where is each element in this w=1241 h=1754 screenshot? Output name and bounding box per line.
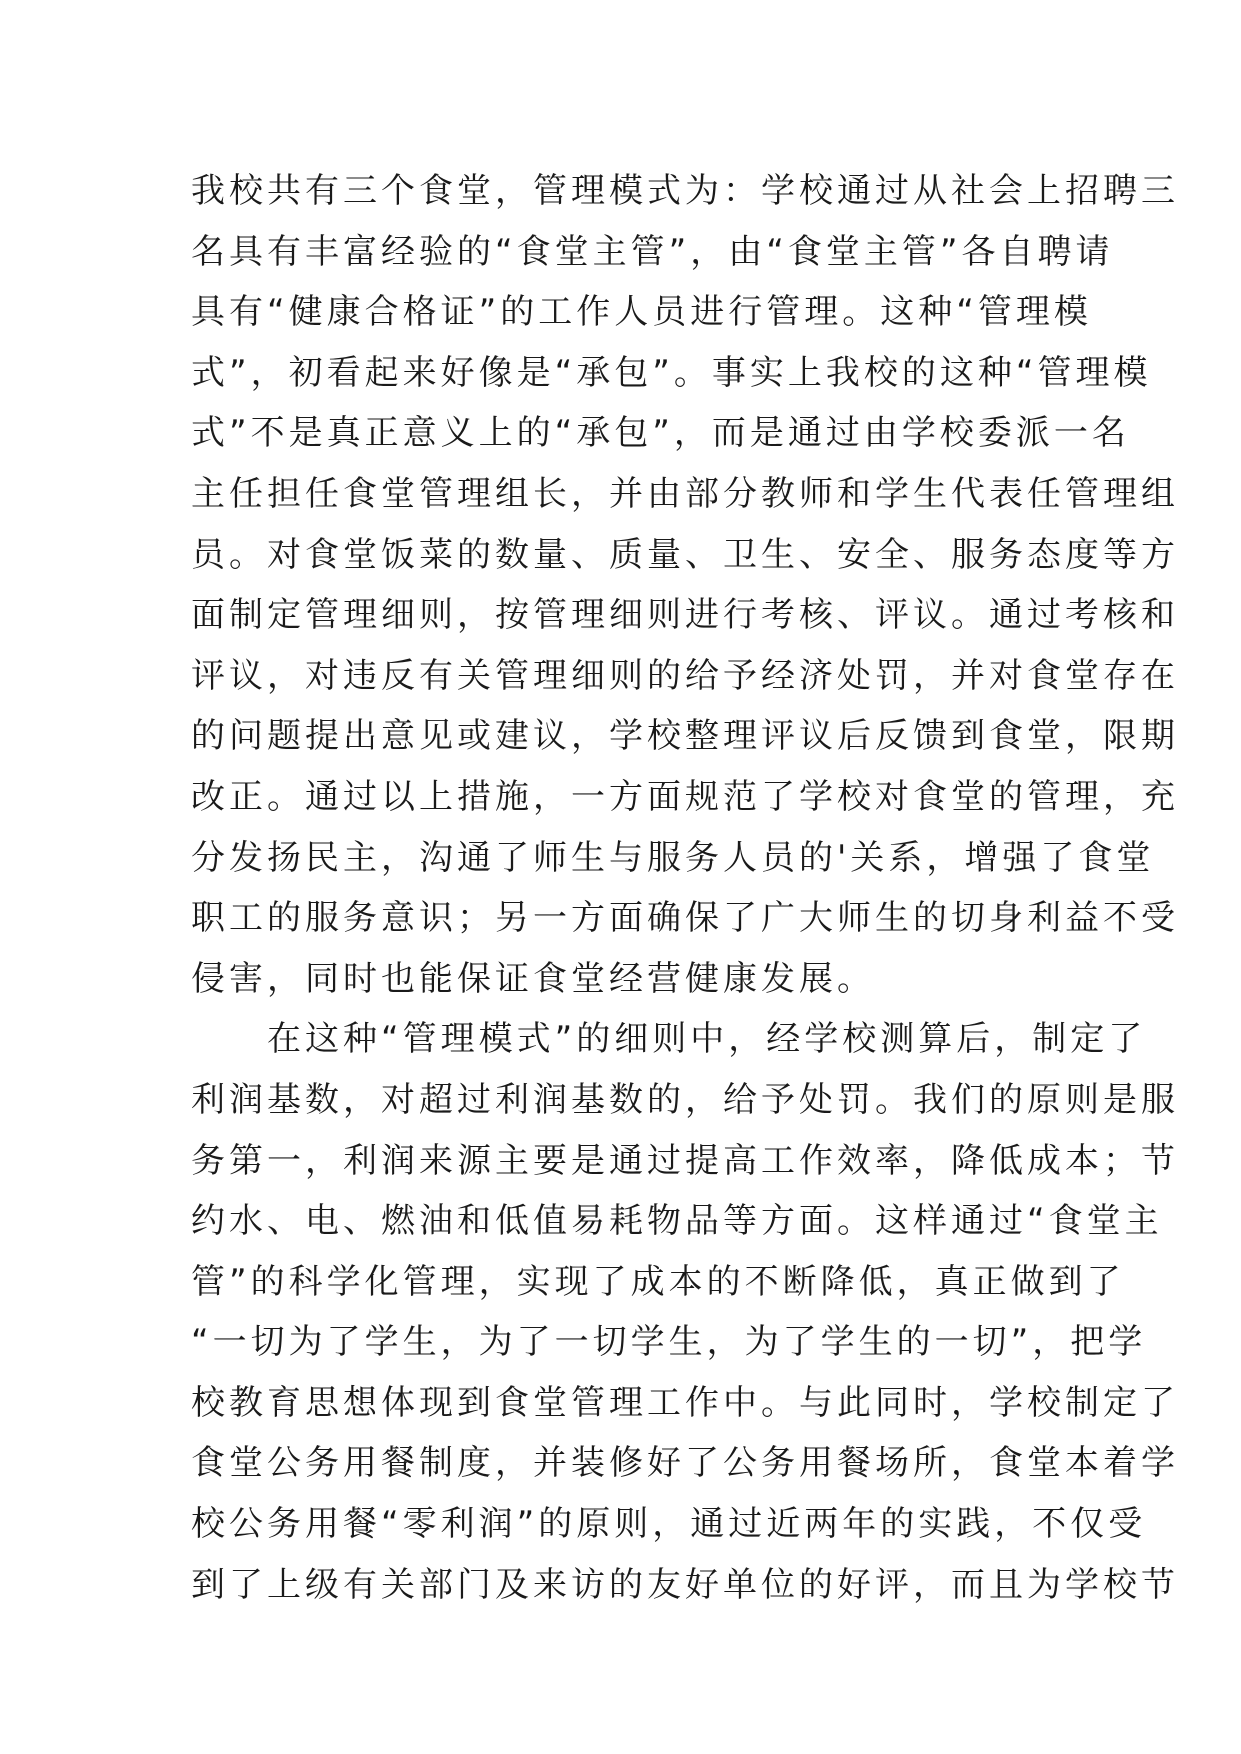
text-line: 约水、电、燃油和低值易耗物品等方面。这样通过“食堂主 — [191, 1201, 1163, 1242]
text-line: 员。对食堂饭菜的数量、质量、卫生、安全、服务态度等方 — [191, 534, 1179, 575]
text-line: 评议，对违反有关管理细则的给予经济处罚，并对食堂存在 — [191, 655, 1179, 696]
text-line: 到了上级有关部门及来访的友好单位的好评，而且为学校节 — [191, 1564, 1179, 1605]
text-line: 校公务用餐“零利润”的原则，通过近两年的实践，不仅受 — [191, 1504, 1147, 1545]
text-line: “一切为了学生，为了一切学生，为了学生的一切”，把学 — [191, 1322, 1147, 1363]
text-line: 名具有丰富经验的“食堂主管”，由“食堂主管”各自聘请 — [191, 231, 1114, 272]
paragraph-1 — [191, 161, 1179, 1009]
text-line: 分发扬民主，沟通了师生与服务人员的'关系，增强了食堂 — [191, 837, 1155, 878]
text-line: 在这种“管理模式”的细则中，经学校测算后，制定了 — [191, 1019, 1147, 1060]
text-line: 式”，初看起来好像是“承包”。事实上我校的这种“管理模 — [191, 352, 1152, 393]
text-line: 校教育思想体现到食堂管理工作中。与此同时，学校制定了 — [191, 1382, 1179, 1423]
text-line: 的问题提出意见或建议，学校整理评议后反馈到食堂，限期 — [191, 716, 1179, 757]
text-line: 改正。通过以上措施，一方面规范了学校对食堂的管理，充 — [191, 776, 1179, 817]
body-text — [191, 161, 1179, 1615]
text-line: 式”不是真正意义上的“承包”，而是通过由学校委派一名 — [191, 413, 1130, 454]
text-line: 务第一，利润来源主要是通过提高工作效率，降低成本；节 — [191, 1140, 1179, 1181]
text-line: 具有“健康合格证”的工作人员进行管理。这种“管理模 — [191, 292, 1092, 333]
text-line: 我校共有三个食堂，管理模式为：学校通过从社会上招聘三 — [191, 171, 1179, 211]
text-line: 主任担任食堂管理组长，并由部分教师和学生代表任管理组 — [191, 473, 1179, 514]
text-line: 面制定管理细则，按管理细则进行考核、评议。通过考核和 — [191, 595, 1179, 636]
text-line: 利润基数，对超过利润基数的，给予处罚。我们的原则是服 — [191, 1079, 1179, 1120]
text-line: 食堂公务用餐制度，并装修好了公务用餐场所，食堂本着学 — [191, 1443, 1179, 1484]
text-line: 职工的服务意识；另一方面确保了广大师生的切身利益不受 — [191, 898, 1179, 939]
text-line: 管”的科学化管理，实现了成本的不断降低，真正做到了 — [191, 1261, 1125, 1302]
text-line: 侵害，同时也能保证食堂经营健康发展。 — [191, 958, 875, 999]
paragraph-2 — [191, 1009, 1179, 1615]
